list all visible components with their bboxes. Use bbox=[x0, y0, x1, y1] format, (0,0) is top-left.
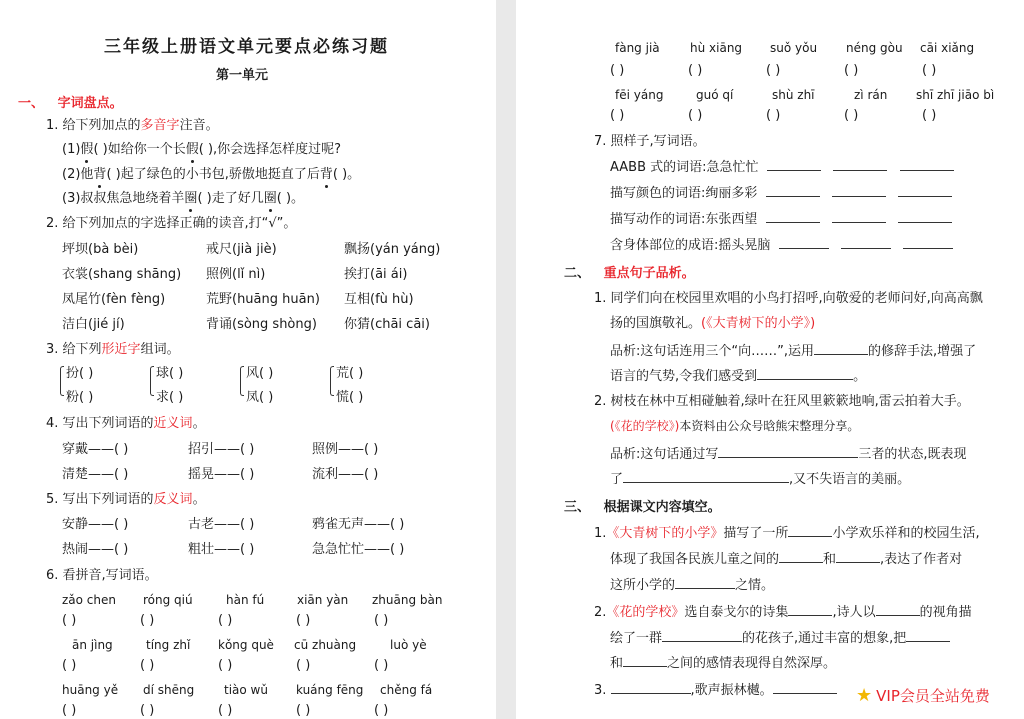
q5-r1c1: 安静——( ) bbox=[62, 517, 129, 532]
q7-row-2: 描写颜色的词语:绚丽多彩 bbox=[610, 184, 952, 202]
answer-paren: ( ) bbox=[688, 63, 703, 78]
pinyin: kuáng fēng bbox=[296, 683, 364, 697]
answer-paren: ( ) bbox=[374, 703, 389, 718]
q7-row-1: AABB 式的词语:急急忙忙 bbox=[610, 158, 954, 176]
q5-r1c3: 鸦雀无声——( ) bbox=[312, 517, 405, 532]
answer-paren: ( ) bbox=[766, 63, 781, 78]
answer-paren: ( ) bbox=[218, 613, 233, 628]
p2-line-2: (《花的学校》)本资料由公众号晗熊宋整理分享。 bbox=[610, 419, 860, 433]
p1-analysis-2: 语言的气势,令我们感受到 。 bbox=[610, 369, 867, 384]
q2-r1c1: 坪坝(bà bèi) bbox=[62, 242, 139, 257]
answer-paren: ( ) bbox=[140, 703, 155, 718]
answer-paren: ( ) bbox=[218, 703, 233, 718]
q3-pair-4a: 荒( ) bbox=[336, 366, 364, 381]
answer-paren: ( ) bbox=[766, 108, 781, 123]
brace bbox=[60, 366, 64, 396]
q5-r2c1: 热闹——( ) bbox=[62, 542, 129, 557]
brace bbox=[240, 366, 244, 396]
q4-r2c2: 摇晃——( ) bbox=[188, 467, 255, 482]
p2-analysis-1: 品析:这句话通过写 三者的状态,既表现 bbox=[610, 447, 967, 462]
q7-row-4: 含身体部位的成语:摇头晃脑 bbox=[610, 236, 953, 254]
p2-analysis-2: 了 ,又不失语言的美丽。 bbox=[610, 472, 911, 487]
q4-r2c3: 流利——( ) bbox=[312, 467, 379, 482]
pinyin: hù xiāng bbox=[690, 41, 743, 55]
left-page bbox=[0, 0, 496, 719]
f2-line-2: 绘了一群 的花孩子,通过丰富的想象,把 bbox=[610, 629, 950, 647]
unit-title: 第一单元 bbox=[216, 68, 269, 83]
pinyin: tíng zhǐ bbox=[146, 638, 191, 652]
pinyin: cū zhuàng bbox=[294, 638, 357, 652]
pinyin: suǒ yǒu bbox=[770, 41, 818, 55]
answer-paren: ( ) bbox=[296, 703, 311, 718]
q3-label: 3. 给下列形近字组词。 bbox=[46, 342, 180, 357]
right-page bbox=[516, 0, 1024, 719]
q7-row-3: 描写动作的词语:东张西望 bbox=[610, 210, 952, 228]
pinyin: zì rán bbox=[854, 88, 888, 102]
section-1-heading: 一、 字词盘点。 bbox=[18, 96, 123, 111]
q3-pair-2b: 求( ) bbox=[156, 390, 184, 405]
pinyin: zhuāng bàn bbox=[372, 593, 443, 607]
q2-r1c2: 戒尺(jià jiè) bbox=[206, 242, 277, 257]
q4-r1c3: 照例——( ) bbox=[312, 442, 379, 457]
pinyin: cāi xiǎng bbox=[920, 41, 975, 55]
pinyin: zǎo chen bbox=[62, 593, 116, 607]
q4-r2c1: 清楚——( ) bbox=[62, 467, 129, 482]
section-2-heading: 二、 重点句子品析。 bbox=[564, 266, 695, 281]
q2-r3c1: 凤尾竹(fèn fèng) bbox=[62, 292, 166, 307]
pinyin: shī zhī jiāo bì bbox=[916, 88, 995, 102]
f2-line-3: 和 之间的感情表现得自然深厚。 bbox=[610, 656, 837, 671]
answer-paren: ( ) bbox=[140, 613, 155, 628]
pinyin: fàng jià bbox=[615, 41, 660, 55]
q3-pair-2a: 球( ) bbox=[156, 366, 184, 381]
q1-line-3: (3)叔叔焦急地绕着羊圈( )走了好几圈( )。 bbox=[62, 191, 305, 206]
answer-paren: ( ) bbox=[62, 613, 77, 628]
q3-pair-1a: 扮( ) bbox=[66, 366, 94, 381]
pinyin: chěng fá bbox=[380, 683, 433, 697]
pinyin: ān jìng bbox=[72, 638, 113, 652]
answer-paren: ( ) bbox=[62, 658, 77, 673]
q2-r4c1: 洁白(jié jí) bbox=[62, 317, 125, 332]
pinyin: luò yè bbox=[390, 638, 427, 652]
q2-r3c2: 荒野(huāng huān) bbox=[206, 292, 320, 307]
f1-line-1: 1.《大青树下的小学》描写了一所 小学欢乐祥和的校园生活, bbox=[594, 526, 980, 541]
answer-paren: ( ) bbox=[688, 108, 703, 123]
pinyin: néng gòu bbox=[846, 41, 903, 55]
p1-line-2: 扬的国旗敬礼。(《大青树下的小学》) bbox=[610, 316, 816, 331]
answer-paren: ( ) bbox=[140, 658, 155, 673]
f1-line-2: 体现了我国各民族儿童之间的 和 ,表达了作者对 bbox=[610, 552, 963, 567]
q1-line-2: (2)他背( )起了绿色的小书包,骄傲地挺直了后背( )。 bbox=[62, 167, 361, 182]
pinyin: fēi yáng bbox=[615, 88, 664, 102]
f2-line-1: 2.《花的学校》选自泰戈尔的诗集 ,诗人以 的视角描 bbox=[594, 605, 972, 620]
q7-label: 7. 照样子,写词语。 bbox=[594, 134, 706, 149]
q2-r4c2: 背诵(sòng shòng) bbox=[206, 317, 317, 332]
answer-paren: ( ) bbox=[922, 63, 937, 78]
q2-r2c1: 衣裳(shang shāng) bbox=[62, 267, 182, 282]
pinyin: xiān yàn bbox=[297, 593, 349, 607]
q4-r1c1: 穿戴——( ) bbox=[62, 442, 129, 457]
answer-paren: ( ) bbox=[296, 658, 311, 673]
answer-paren: ( ) bbox=[844, 63, 859, 78]
q2-r4c3: 你猜(chāi cāi) bbox=[344, 317, 430, 332]
p2-line-1: 2. 树枝在林中互相碰触着,绿叶在狂风里簌簌地响,雷云拍着大手。 bbox=[594, 394, 970, 409]
q3-pair-4b: 慌( ) bbox=[336, 390, 364, 405]
star-icon: ★ bbox=[856, 685, 873, 706]
answer-paren: ( ) bbox=[296, 613, 311, 628]
pinyin: shù zhī bbox=[772, 88, 815, 102]
brace bbox=[330, 366, 334, 396]
pinyin: dí shēng bbox=[143, 683, 195, 697]
brace bbox=[150, 366, 154, 396]
section-3-heading: 三、 根据课文内容填空。 bbox=[564, 500, 721, 515]
pinyin: huāng yě bbox=[62, 683, 119, 697]
answer-paren: ( ) bbox=[844, 108, 859, 123]
vip-badge[interactable] bbox=[852, 683, 994, 708]
answer-paren: ( ) bbox=[610, 108, 625, 123]
pinyin: kǒng què bbox=[218, 638, 274, 652]
q3-pair-1b: 粉( ) bbox=[66, 390, 94, 405]
page-title: 三年级上册语文单元要点必练习题 bbox=[104, 37, 389, 57]
f1-line-3: 这所小学的 之情。 bbox=[610, 578, 775, 593]
q2-r3c3: 互相(fù hù) bbox=[344, 292, 414, 307]
f3-line-1: 3. ,歌声振林樾。 bbox=[594, 681, 837, 699]
q2-r2c2: 照例(lǐ nì) bbox=[206, 267, 266, 282]
pinyin: guó qí bbox=[696, 88, 734, 102]
pinyin: tiào wǔ bbox=[224, 683, 268, 697]
q5-r1c2: 古老——( ) bbox=[188, 517, 255, 532]
answer-paren: ( ) bbox=[62, 703, 77, 718]
q3-pair-3a: 风( ) bbox=[246, 366, 274, 381]
pinyin: róng qiú bbox=[143, 593, 193, 607]
pinyin: hàn fú bbox=[226, 593, 265, 607]
vip-badge-text: VIP会员全站免费 bbox=[876, 687, 990, 705]
p1-analysis-1: 品析:这句话连用三个“向……”,运用 的修辞手法,增强了 bbox=[610, 344, 977, 359]
q3-pair-3b: 凤( ) bbox=[246, 390, 274, 405]
q4-label: 4. 写出下列词语的近义词。 bbox=[46, 416, 206, 431]
q2-label: 2. 给下列加点的字选择正确的读音,打“√”。 bbox=[46, 216, 297, 231]
q5-r2c3: 急急忙忙——( ) bbox=[312, 542, 405, 557]
p1-line-1: 1. 同学们向在校园里欢唱的小鸟打招呼,向敬爱的老师问好,向高高飘 bbox=[594, 291, 983, 306]
q5-label: 5. 写出下列词语的反义词。 bbox=[46, 492, 206, 507]
q2-r2c3: 挨打(āi ái) bbox=[344, 267, 408, 282]
q5-r2c2: 粗壮——( ) bbox=[188, 542, 255, 557]
answer-paren: ( ) bbox=[374, 613, 389, 628]
q2-r1c3: 飘扬(yán yáng) bbox=[344, 242, 441, 257]
answer-paren: ( ) bbox=[922, 108, 937, 123]
q4-r1c2: 招引——( ) bbox=[188, 442, 255, 457]
q6-label: 6. 看拼音,写词语。 bbox=[46, 568, 158, 583]
answer-paren: ( ) bbox=[374, 658, 389, 673]
answer-paren: ( ) bbox=[610, 63, 625, 78]
q1-label: 1. 给下列加点的多音字注音。 bbox=[46, 118, 219, 133]
answer-paren: ( ) bbox=[218, 658, 233, 673]
q1-line-1: (1)假( )如给你一个长假( ),你会选择怎样度过呢? bbox=[62, 142, 342, 157]
